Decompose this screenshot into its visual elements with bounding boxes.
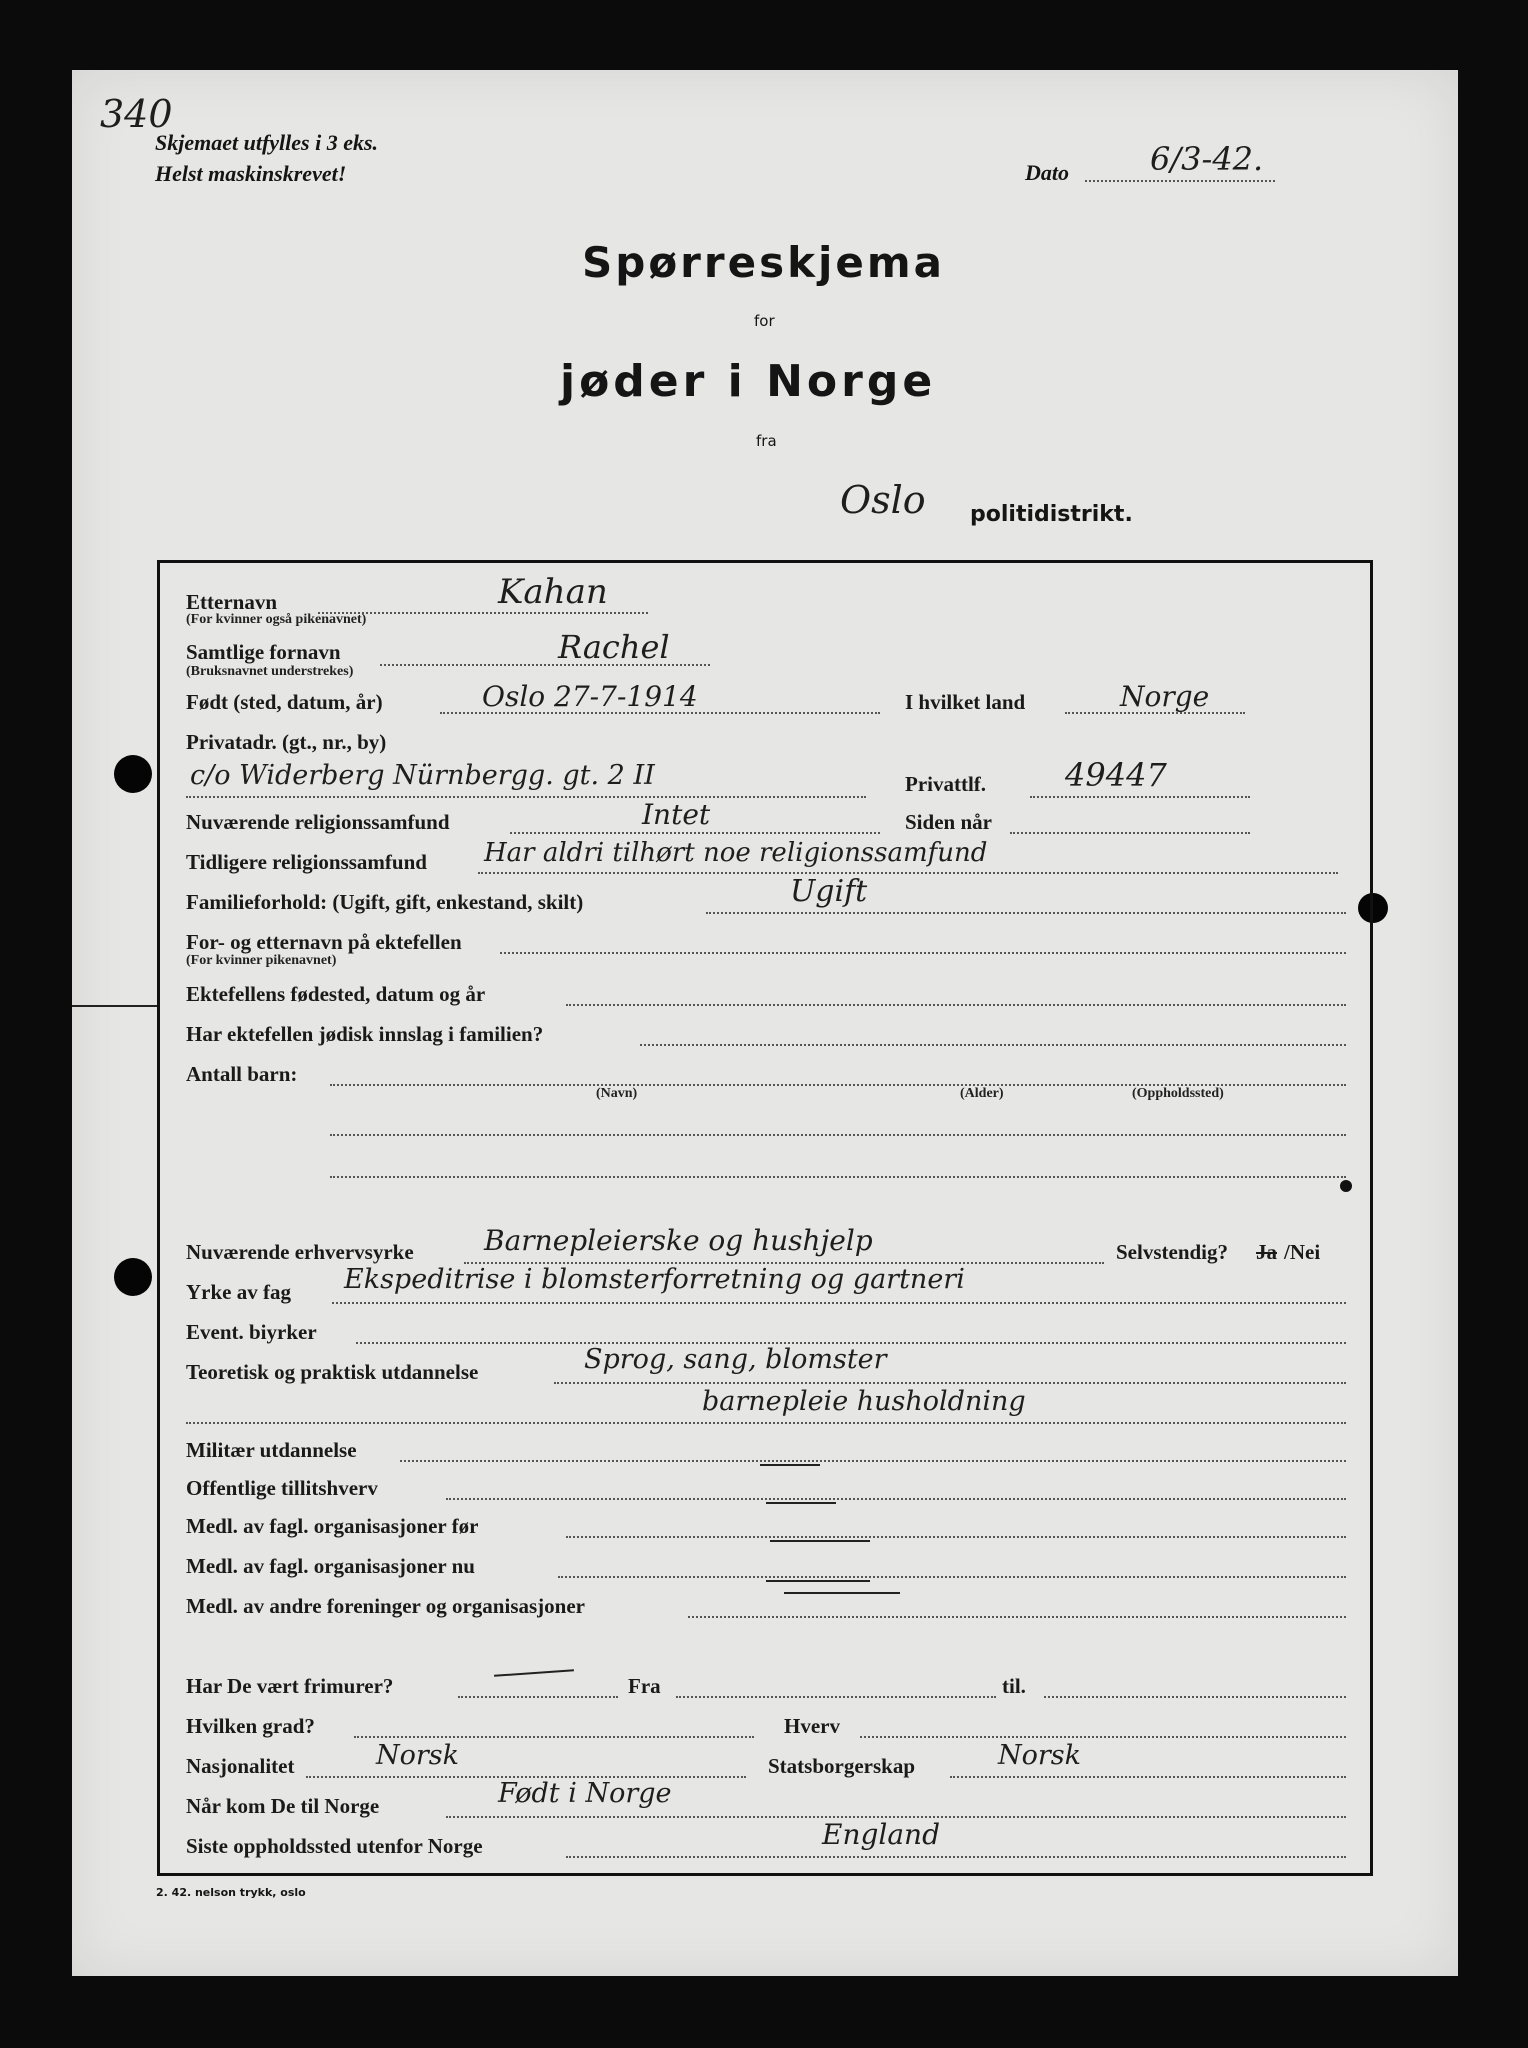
ektefelle-label: For- og etternavn på ektefellen: [186, 930, 462, 954]
kom-norge-label: Når kom De til Norge: [186, 1794, 380, 1818]
punch-hole: [114, 1258, 152, 1296]
utdannelse-value-2: barnepleie husholdning: [702, 1386, 1026, 1417]
barn-label: Antall barn:: [186, 1062, 298, 1086]
nasjonalitet-value: Norsk: [376, 1740, 460, 1771]
barn-col-alder: (Alder): [960, 1086, 1004, 1101]
district-value: Oslo: [840, 478, 926, 522]
ektefelle-dots: [500, 952, 1346, 954]
privatadr-label: Privatadr. (gt., nr., by): [186, 730, 387, 754]
grad-label: Hvilken grad?: [186, 1714, 315, 1738]
siden-label: Siden når: [905, 810, 992, 834]
ektefelle-sub: (For kvinner pikenavnet): [186, 953, 337, 968]
etternavn-sub: (For kvinner også pikenavnet): [186, 612, 367, 627]
hverv-label: Hverv: [784, 1714, 840, 1738]
land-label: I hvilket land: [905, 690, 1026, 714]
statsborger-value: Norsk: [998, 1740, 1082, 1771]
org-for-dots: [566, 1536, 1346, 1538]
ektefelle-fodt-dots: [566, 1004, 1346, 1006]
ektefelle-fodt-label: Ektefellens fødested, datum og år: [186, 982, 486, 1006]
frimurer-fra: Fra: [628, 1674, 661, 1698]
org-andre-dots: [688, 1616, 1346, 1618]
erhverv-label: Nuværende erhvervsyrke: [186, 1240, 414, 1264]
yrke-value: Ekspeditrise i blomsterforretning og gartneri: [344, 1264, 965, 1295]
tillitshverv-dots: [446, 1498, 1346, 1500]
org-for-dash: [770, 1540, 870, 1542]
page-number: 340: [100, 92, 173, 136]
title-for: for: [754, 312, 775, 330]
privatadr-value: c/o Widerberg Nürnbergg. gt. 2 II: [190, 760, 655, 791]
hverv-dots: [860, 1736, 1346, 1738]
barn-dots-3: [330, 1176, 1346, 1178]
militaer-label: Militær utdannelse: [186, 1438, 357, 1462]
form-title: Spørreskjema: [582, 238, 945, 287]
printer-imprint: 2. 42. nelson trykk, oslo: [156, 1886, 306, 1899]
date-value: 6/3-42.: [1150, 140, 1264, 178]
siden-dots: [1010, 832, 1250, 834]
title-fra: fra: [756, 432, 777, 450]
date-dots: [1085, 180, 1275, 182]
instruction-copies: Skjemaet utfylles i 3 eks.: [155, 130, 379, 155]
org-andre-dash: [784, 1592, 900, 1594]
date-label: Dato: [1025, 160, 1069, 185]
yrke-label: Yrke av fag: [186, 1280, 291, 1304]
nasjonalitet-label: Nasjonalitet: [186, 1754, 295, 1778]
religion-now-dots: [510, 832, 880, 834]
margin-line: [72, 1005, 158, 1007]
frimurer-label: Har De vært frimurer?: [186, 1674, 394, 1698]
erhverv-value: Barnepleierske og hushjelp: [484, 1224, 873, 1257]
selvstendig-ja: Ja: [1256, 1240, 1277, 1264]
fornavn-label: Samtlige fornavn: [186, 640, 341, 664]
utdannelse-dots-1: [554, 1382, 1346, 1384]
district-label: politidistrikt.: [970, 502, 1133, 527]
yrke-dots: [332, 1302, 1346, 1304]
religion-before-value: Har aldri tilhørt noe religionssamfund: [484, 838, 988, 868]
familie-value: Ugift: [790, 874, 868, 909]
barn-col-opphold: (Oppholdssted): [1132, 1086, 1224, 1101]
instruction-typewritten: Helst maskinskrevet!: [155, 161, 347, 186]
privattlf-dots: [1030, 796, 1250, 798]
statsborger-dots: [950, 1776, 1346, 1778]
privattlf-value: 49447: [1065, 756, 1167, 794]
statsborger-label: Statsborgerskap: [768, 1754, 916, 1778]
religion-now-label: Nuværende religionssamfund: [186, 810, 450, 834]
religion-before-label: Tidligere religionssamfund: [186, 850, 427, 874]
org-nu-dash: [766, 1580, 870, 1582]
militaer-dash: [760, 1464, 820, 1466]
utdannelse-value-1: Sprog, sang, blomster: [584, 1344, 887, 1375]
fodt-label: Født (sted, datum, år): [186, 690, 383, 714]
frimurer-til: til.: [1002, 1674, 1026, 1698]
grad-dots: [354, 1736, 754, 1738]
land-value: Norge: [1120, 680, 1210, 713]
punch-hole: [114, 755, 152, 793]
frimurer-dots: [458, 1696, 618, 1698]
etternavn-dots: [318, 612, 648, 614]
barn-dots-2: [330, 1134, 1346, 1136]
familie-dots: [706, 912, 1346, 914]
org-andre-label: Medl. av andre foreninger og organisasjoner: [186, 1594, 585, 1618]
org-for-label: Medl. av fagl. organisasjoner før: [186, 1514, 479, 1538]
etternavn-value: Kahan: [498, 572, 608, 612]
utdannelse-label: Teoretisk og praktisk utdannelse: [186, 1360, 479, 1384]
siste-opphold-dots: [566, 1856, 1346, 1858]
fornavn-sub: (Bruksnavnet understrekes): [186, 664, 354, 679]
religion-now-value: Intet: [642, 798, 711, 831]
fornavn-value: Rachel: [558, 628, 670, 666]
privattlf-label: Privattlf.: [905, 772, 987, 796]
frimurer-fra-dots: [676, 1696, 996, 1698]
privatadr-dots: [186, 796, 866, 798]
militaer-dots: [400, 1460, 1346, 1462]
familie-label: Familieforhold: (Ugift, gift, enkestand, skilt): [186, 890, 584, 914]
kom-norge-value: Født i Norge: [498, 1778, 672, 1809]
tillitshverv-label: Offentlige tillitshverv: [186, 1476, 378, 1500]
frimurer-til-dots: [1044, 1696, 1346, 1698]
fodt-value: Oslo 27-7-1914: [482, 680, 698, 713]
siste-opphold-value: England: [822, 1818, 941, 1851]
tillitshverv-dash: [766, 1502, 836, 1504]
org-nu-label: Medl. av fagl. organisasjoner nu: [186, 1554, 475, 1578]
biyrke-label: Event. biyrker: [186, 1320, 317, 1344]
selvstendig-label: Selvstendig?: [1116, 1240, 1229, 1264]
religion-before-dots: [478, 872, 1338, 874]
barn-col-navn: (Navn): [596, 1086, 638, 1101]
selvstendig-nei: /Nei: [1284, 1240, 1321, 1264]
etternavn-label: Etternavn: [186, 590, 277, 614]
form-subtitle: jøder i Norge: [560, 356, 937, 407]
ektefelle-jodisk-dots: [640, 1044, 1346, 1046]
siste-opphold-label: Siste oppholdssted utenfor Norge: [186, 1834, 483, 1858]
org-nu-dots: [558, 1576, 1346, 1578]
ektefelle-jodisk-label: Har ektefellen jødisk innslag i familien?: [186, 1022, 544, 1046]
utdannelse-dots-2: [186, 1422, 1346, 1424]
